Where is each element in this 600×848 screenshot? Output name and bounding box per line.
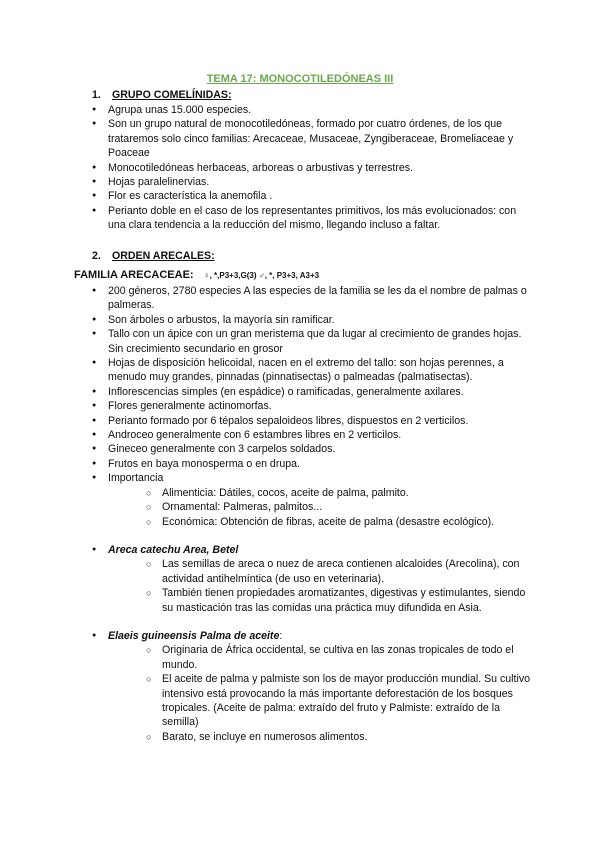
species-item xyxy=(92,543,532,615)
list-item: ● Son árboles o arbustos, la mayoría sin ramificar. xyxy=(92,313,532,327)
list-item: ● Perianto doble en el caso de los representantes primitivos, los más evolucionados: con una clara tendencia a la reducción del mismo, llegando incluso a faltar. xyxy=(92,204,532,233)
list-item: ● Frutos en baya monosperma o en drupa. xyxy=(92,457,532,471)
sub-list-item: ○ Originaria de África occidental, se cultiva en las zonas tropicales de todo el mundo. xyxy=(146,643,532,672)
sub-list-item: ○ Ornamental: Palmeras, palmitos... xyxy=(146,500,532,514)
list-item: ● Monocotiledóneas herbaceas, arboreas o arbustivas y terrestres. xyxy=(92,161,532,175)
sub-list-item: ○ Económica: Obtención de fibras, aceite de palma (desastre ecológico). xyxy=(146,515,532,529)
species-item xyxy=(92,629,532,744)
list-item: ● Hojas de disposición helicoidal, nacen en el extremo del tallo: son hojas perennes, a menudo muy grandes, pinnadas (pinnatisectas) o palmeadas (palmatisectas). xyxy=(92,356,532,385)
sub-list-item: ○ También tienen propiedades aromatizantes, digestivas y estimulantes, siendo su masticación tras las comidas una práctica muy difundida en Asia. xyxy=(146,586,532,615)
list-item: ● Inflorescencias simples (en espádice) o ramificadas, generalmente axilares. xyxy=(92,385,532,399)
list-item: ● Son un grupo natural de monocotiledóneas, formado por cuatro órdenes, de los que trataremos solo cinco familias: Arecaceae, Musaceae, Zyngiberaceae, Bromeliaceae y Poaceae xyxy=(92,117,532,160)
section1-title: GRUPO COMELÍNIDAS: xyxy=(112,89,232,101)
species-suffix: : xyxy=(279,629,283,642)
sub-list-item: ○ Barato, se incluye en numerosos alimentos. xyxy=(146,730,532,744)
list-item: ● Tallo con un ápice con un gran meristema que da lugar al crecimiento de grandes hojas. Sin crecimiento secundario en grosor xyxy=(92,327,532,356)
page-title: TEMA 17: MONOCOTILEDÓNEAS III xyxy=(206,73,394,85)
importance-label: Importancia xyxy=(108,472,164,485)
species-name: Elaeis guineensis Palma de aceite xyxy=(108,629,280,642)
section2-title: ORDEN ARECALES: xyxy=(112,250,215,262)
family-heading xyxy=(74,268,319,283)
family-label: FAMILIA ARECACEAE: xyxy=(74,269,194,281)
species-notes xyxy=(108,643,532,744)
section2-number: 2. xyxy=(92,250,101,262)
species-name: Areca catechu Area, Betel xyxy=(108,543,239,556)
list-item: ● Gineceo generalmente con 3 carpelos soldados. xyxy=(92,442,532,456)
list-item: ● Agrupa unas 15.000 especies. xyxy=(92,103,532,117)
section1-heading xyxy=(92,88,231,102)
list-item: ● Androceo generalmente con 6 estambres libres en 2 verticilos. xyxy=(92,428,532,442)
section1-list xyxy=(92,103,532,233)
section1-number: 1. xyxy=(92,89,101,101)
list-item: ● Flores generalmente actinomorfas. xyxy=(92,399,532,413)
list-item: ● 200 géneros, 2780 especies A las especies de la familia se les da el nombre de palmas o palmeras. xyxy=(92,284,532,313)
list-item-importance xyxy=(92,471,532,529)
sub-list-item: ○ El aceite de palma y palmiste son los de mayor producción mundial. Su cultivo intensivo está provocando la más importante deforestación de los bosques tropicales. (Aceite de palma: extraído del fruto y Palmiste: extraído de la semilla) xyxy=(146,672,532,730)
section2-heading xyxy=(92,249,215,263)
list-item: ● Hojas paralelinervias. xyxy=(92,175,532,189)
importance-list xyxy=(108,486,532,529)
sub-list-item: ○ Alimenticia: Dátiles, cocos, aceite de palma, palmito. xyxy=(146,486,532,500)
section2-list xyxy=(92,284,532,744)
species-notes xyxy=(108,557,532,615)
floral-formula: ♀, *,P3+3,G(3) ♂, *, P3+3, A3+3 xyxy=(203,271,320,280)
list-item: ● Perianto formado por 6 tépalos sepaloideos libres, dispuestos en 2 verticilos. xyxy=(92,414,532,428)
sub-list-item: ○ Las semillas de areca o nuez de areca contienen alcaloides (Arecolina), con actividad antihelmíntica (de uso en veterinaria). xyxy=(146,557,532,586)
list-item: ● Flor es característica la anemofila . xyxy=(92,189,532,203)
